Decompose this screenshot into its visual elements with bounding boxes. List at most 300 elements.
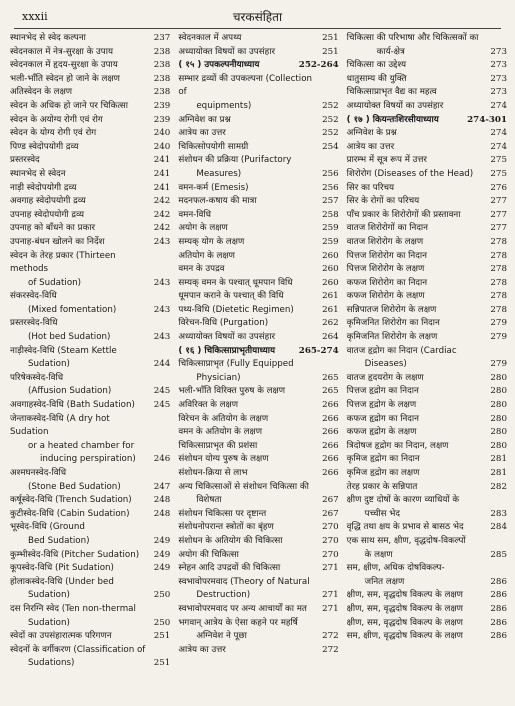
toc-entry-title: चिकित्साप्राभृत (Fully Equipped [178,359,294,370]
toc-entry [176,317,338,331]
toc-entry [176,127,338,141]
toc-entry [176,331,338,345]
toc-entry [345,73,507,87]
toc-entry-page: 267 [322,495,339,506]
toc-entry-page: 265 [322,386,339,397]
toc-entry [8,182,170,196]
toc-entry-page: 256 [322,168,339,179]
toc-entry-title: कुटीस्वेद-विधि (Cabin Sudation) [10,508,130,519]
toc-entry-page: 245 [153,386,171,397]
toc-entry-title: नाड़ी स्वेदोपयोगी द्रव्य [10,182,77,193]
toc-entry-title: आत्रेय का उत्तर [178,128,226,139]
toc-entry-title: कफज हृद्रोग का निदान [346,413,419,424]
toc-entry-title: पित्तज हृद्रोग के लक्षण [346,400,417,411]
toc-entry-title: क्षीण, सम, वृद्धदोष विकल्प के लक्षण [346,617,463,628]
toc-entry-title: Sudation) [28,359,70,370]
toc-entry-page: 251 [322,33,339,43]
toc-entry-title: अध्यायोक्त विषयों का उपसंहार [178,332,275,343]
toc-entry-page: 243 [153,277,171,288]
toc-entry-page: 277 [490,223,507,234]
toc-entry-title: कृमिज हृद्रोग का निदान [346,454,420,465]
toc-entry-title: कफज शिरोरोग का निदान [346,277,428,288]
toc-entry-title: स्वेदन के योग्य रोगी एवं रोग [10,128,97,139]
toc-entry-title: भली-भाँति स्वेदन हो जाने के लक्षण [10,73,120,84]
toc-entry-page: 262 [322,318,339,329]
toc-entry-title: वातज शिरोरोगों का निदान [346,223,429,234]
toc-entry [176,263,338,277]
toc-entry-title: सम्भार द्रव्यों की उपकल्पना (Collection of [178,73,313,98]
toc-entry-title: अतियोग के लक्षण [178,250,235,261]
toc-entry [8,195,170,209]
toc-entry [345,508,507,522]
toc-entry [345,426,507,440]
toc-entry [345,617,507,631]
toc-entry [176,413,338,427]
toc-entry-page: 280 [490,386,507,397]
toc-entry-page: 278 [490,236,507,247]
toc-entry [176,222,338,236]
toc-entry [345,100,507,114]
toc-entry [8,358,170,372]
toc-entry-page: 286 [490,590,507,601]
toc-entry-title: कफज शिरोरोग के लक्षण [346,291,425,302]
toc-entry [176,250,338,264]
toc-entry-title: (Stone Bed Sudation) [28,481,121,492]
toc-entry-title: स्थानभेद से स्वेदन [10,168,66,179]
toc-entry [345,236,507,250]
toc-entry-title: संशोधन की प्रक्रिया (Purifactory [178,155,292,166]
toc-entry-title: विरेचन के अतियोग के लक्षण [178,413,269,424]
toc-entry-title: स्नेहन आदि उपद्रवों की चिकित्सा [178,563,281,574]
toc-entry [8,154,170,168]
toc-entry-page: 249 [153,563,171,574]
toc-entry-page: 249 [153,535,171,546]
toc-entry [345,182,507,196]
running-title: चरकसंहिता [232,10,283,24]
toc-entry-title: कुम्भीस्वेद-विधि (Pitcher Sudation) [10,549,140,560]
toc-entry [176,73,338,100]
toc-entry [176,603,338,617]
toc-entry-title: दस निरग्नि स्वेद (Ten non-thermal [10,603,136,614]
toc-entry-title: inducing perspiration) [40,454,136,465]
toc-entry [345,59,507,73]
toc-entry-page: 285 [490,549,507,560]
toc-entry-page: 239 [153,114,171,125]
toc-entry-page: 266 [322,427,339,438]
toc-entry-page: 250 [153,617,171,628]
toc-entry-title: Sudation) [28,590,70,601]
toc-entry [345,521,507,535]
toc-entry [8,617,170,631]
toc-entry [345,209,507,223]
toc-entry [8,345,170,359]
toc-entry-title: कूपस्वेद-विधि (Pit Sudation) [10,563,114,574]
toc-entry-title: स्वेदन के अयोग्य रोगी एवं रोग [10,114,103,125]
toc-entry-page: 282 [490,481,507,492]
toc-entry-page: 261 [322,291,339,302]
toc-entry-title: (Mixed fomentation) [28,304,117,315]
toc-entry-page: 271 [322,590,339,601]
toc-entry [176,182,338,196]
toc-entry-title: संशोधन के अतियोग की चिकित्सा [178,535,283,546]
toc-entry-page: 243 [153,332,171,343]
toc-entry [345,562,507,576]
toc-entry-title: स्वेदन के अधिक हो जाने पर चिकित्सा [10,100,128,111]
toc-entry [345,345,507,359]
toc-entry-title: स्वेदन के तेरह प्रकार (Thirteen methods [10,250,116,275]
toc-entry-title: क्षीण दुष्ट दोषों के कारण व्याधियों के [346,495,460,506]
toc-entry-title: सिर का परिचय [346,182,395,193]
toc-entry-title: वमन-विधि [178,209,211,220]
toc-entry [8,290,170,304]
toc-entry [8,644,170,658]
toc-entry [176,141,338,155]
toc-entry [8,250,170,277]
toc-entry-page: 280 [490,413,507,424]
toc-entry-title: के लक्षण [364,549,393,560]
toc-entry-page: 242 [153,223,171,234]
toc-entry-title: वमन-कर्म (Emesis) [178,182,249,193]
toc-entry [176,46,338,60]
toc-entry [176,535,338,549]
toc-entry [8,222,170,236]
toc-entry-title: चिकित्साप्राभृत वैद्य का महत्व [346,87,437,98]
toc-entry-title: अग्निवेश के प्रश्न [346,128,397,139]
toc-entry-title: भगवान् आत्रेय के ऐसा कहने पर महर्षि [178,617,298,628]
toc-entry-title: संशोधन चिकित्सा पर दृष्टान्त [178,508,267,519]
toc-entry-title: विरेचन-विधि (Purgation) [178,318,269,329]
toc-entry-page: 241 [153,155,171,166]
toc-entry-page: 250 [153,590,171,601]
toc-entry-page: 274-301 [467,114,507,125]
toc-entry-title: परिषेकस्वेद-विधि [10,372,64,383]
toc-entry-page: 272 [322,631,339,642]
toc-entry [345,86,507,100]
toc-entry-page: 278 [490,291,507,302]
page-number: xxxii [22,10,48,23]
toc-entry-page: 237 [153,33,171,43]
toc-entry [345,549,507,563]
toc-entry-title: धातुसाम्य की युक्ति [346,73,407,84]
toc-entry-title: प्रारम्भ में सूत्र रूप में उत्तर [346,155,427,166]
toc-entry-title: धूमपान कराने के पश्चात् की विधि [178,291,284,302]
toc-entry [8,494,170,508]
toc-entry-page: 259 [322,223,339,234]
toc-entry-title: पित्तज हृद्रोग का निदान [346,386,419,397]
toc-entry [8,168,170,182]
toc-entry-title: अवगाह स्वेदोपयोगी द्रव्य [10,196,86,207]
toc-entry-page: 278 [490,264,507,275]
toc-entry-page: 283 [490,508,507,519]
toc-entry-title: स्वेदों का उपसंहारात्मक परिगणन [10,631,112,642]
toc-entry-page: 275 [490,155,507,166]
toc-entry-page: 277 [490,196,507,207]
toc-entry-title: क्षीण, सम, वृद्धदोष विकल्प के लक्षण [346,590,463,601]
toc-entry-page: 278 [490,304,507,315]
toc-entry-page: 281 [490,468,507,478]
toc-entry [8,304,170,318]
toc-entry [176,114,338,128]
toc-entry-page: 266 [322,413,339,424]
toc-entry-page: 258 [322,209,339,220]
toc-entry-title: वृद्धि तथा क्षय के प्रभाव से बासठ भेद [346,522,464,533]
toc-entry [345,481,507,495]
toc-entry [345,535,507,549]
toc-entry-page: 245 [153,400,171,411]
toc-entry-title: सन्निपातज शिरोरोग के लक्षण [346,304,437,315]
toc-entry [176,168,338,182]
toc-entry [176,399,338,413]
toc-entry [345,263,507,277]
toc-entry [176,630,338,644]
toc-entry-title: भली-भाँति विरिक्त पुरुष के लक्षण [178,386,286,397]
toc-entry-page: 286 [490,631,507,642]
toc-entry [8,521,170,535]
toc-entry-title: अश्मघनस्वेद-विधि [10,468,67,478]
toc-entry-title: वमन के अतियोग के लक्षण [178,427,262,438]
toc-entry [176,481,338,495]
toc-entry-title: कृमिजनित शिरोरोग का निदान [346,318,440,329]
toc-entry [345,603,507,617]
toc-entry-page: 264 [322,332,339,343]
toc-entry [345,413,507,427]
toc-entry [8,657,170,671]
toc-entry-title: स्वेदनकाल में हृदय-सुरक्षा के उपाय [10,60,118,71]
toc-entry-title: संशोधन योग्य पुरुष के लक्षण [178,454,269,465]
toc-entry [345,127,507,141]
toc-entry-title: संकरस्वेद-विधि [10,291,57,302]
toc-entry-page: 238 [153,87,171,98]
toc-entry-page: 271 [322,563,339,574]
toc-entry-title: संशोधनोपरान्त स्त्रोतों का बृंहण [178,522,274,533]
toc-entry-page: 251 [153,658,171,669]
toc-entry [176,617,338,631]
toc-entry-page: 273 [490,87,507,98]
toc-entry-title: सिर के रोगों का परिचय [346,196,420,207]
toc-entry [345,304,507,318]
toc-entry-title: अन्य चिकित्साओं से संशोधन चिकित्सा की [178,481,309,492]
toc-entry-title: प्रस्तरस्वेद [10,155,40,166]
page-header [8,6,507,28]
toc-entry-page: 273 [490,46,507,57]
toc-entry [176,358,338,372]
toc-entry-page: 278 [490,277,507,288]
toc-entry [8,440,170,454]
toc-entry-title: आत्रेय का उत्तर [346,141,395,152]
toc-entry-page: 248 [153,495,171,506]
toc-entry-title: ( १५ ) उपकल्पनीयाध्याय [178,60,260,71]
toc-entry-page: 254 [322,141,339,152]
toc-entry [345,222,507,236]
toc-entry-page: 276 [490,182,507,193]
toc-entry-title: सम, क्षीण, वृद्धदोष विकल्प के लक्षण [346,631,463,642]
toc-entry [345,290,507,304]
toc-entry-page: 261 [322,304,339,315]
toc-entry-page: 280 [490,400,507,411]
toc-entry [345,331,507,345]
toc-entry [176,290,338,304]
toc-entry-page: 265-274 [298,345,339,356]
toc-entry-page: 251 [322,46,339,57]
toc-entry-page: 270 [322,549,339,560]
toc-entry-title: होलाकस्वेद-विधि (Under bed [10,576,114,587]
toc-entry [8,576,170,590]
toc-entry-title: स्वभावोपरमवाद (Theory of Natural [178,576,310,587]
toc-entry-page: 266 [322,468,339,478]
toc-entry [176,100,338,114]
toc-entry [8,59,170,73]
toc-entry-title: चिकित्साप्राभृत की प्रशंसा [178,440,258,451]
toc-entry [8,317,170,331]
toc-entry-page: 259 [322,236,339,247]
toc-column-3 [345,32,507,702]
toc-entry-title: ( १७ ) कियन्तःशिरसीयाध्याय [346,114,439,125]
toc-entry [176,385,338,399]
toc-entry [345,195,507,209]
toc-entry [8,236,170,250]
toc-entry [8,277,170,291]
toc-entry [345,154,507,168]
toc-entry-page: 286 [490,603,507,614]
toc-entry-page: 246 [153,454,171,465]
toc-entry-title: शिरोरोग (Diseases of the Head) [346,168,474,179]
toc-entry-title: अग्निवेश का प्रश्न [178,114,231,125]
toc-entry-title: अध्यायोक्त विषयों का उपसंहार [178,46,275,57]
toc-entry [8,209,170,223]
toc-entry [8,481,170,495]
toc-entry-title: अध्यायोक्त विषयों का उपसंहार [346,100,444,111]
toc-entry [8,467,170,481]
toc-entry-title: अवगाहस्वेद-विधि (Bath Sudation) [10,400,135,411]
toc-entry [8,399,170,413]
toc-column-2 [176,32,338,702]
toc-entry [8,114,170,128]
toc-entry-title: कफज हृद्रोग के लक्षण [346,427,417,438]
toc-entry [176,549,338,563]
toc-entry [345,399,507,413]
toc-entry-title: स्वेदनकाल में नेत्र-सुरक्षा के उपाय [10,46,114,57]
toc-entry-page: 260 [322,250,339,261]
toc-entry [8,331,170,345]
toc-entry-title: अग्निवेश ने पूछा [196,631,247,642]
toc-entry-title: उपनाह स्वेदोपयोगी द्रव्य [10,209,84,220]
toc-entry [345,494,507,508]
toc-entry-page: 279 [490,318,507,329]
toc-entry-page: 275 [490,168,507,179]
toc-entry-page: 270 [322,535,339,546]
toc-entry [345,440,507,454]
toc-entry-page: 273 [490,60,507,71]
toc-entry-title: तेरह प्रकार के सन्निपात [346,481,418,492]
toc-entry-page: 241 [153,182,171,193]
toc-entry [345,372,507,386]
toc-entry-title: or a heated chamber for [28,440,135,451]
toc-entry [8,413,170,440]
toc-entry-title: उपनाह-बंधन खोलने का निर्देश [10,236,105,247]
toc-entry-title: पिण्ड स्वेदोपयोगी द्रव्य [10,141,79,152]
toc-entry [176,467,338,481]
toc-entry-title: Bed Sudation) [28,535,90,546]
toc-entry [8,372,170,386]
toc-entry-page: 238 [153,73,171,84]
toc-entry-page: 278 [490,250,507,261]
toc-entry-title: चिकित्सा का उद्देश्य [346,60,407,71]
toc-entry-title: पित्तज शिरोरोग के लक्षण [346,264,425,275]
toc-entry-title: कृमिजनित शिरोरोग के लक्षण [346,332,438,343]
toc-entry [345,141,507,155]
toc-entry-page: 266 [322,400,339,411]
toc-entry [345,358,507,372]
toc-entry-title: एक साथ सम, क्षीण, वृद्धदोष-विकल्पों [346,535,466,546]
toc-entry-title: अयोग के लक्षण [178,223,228,234]
toc-entry-title: कर्षूस्वेद-विधि (Trench Sudation) [10,495,132,506]
toc-entry [176,59,338,73]
toc-entry [176,440,338,454]
toc-entry-title: चिकित्सा की परिभाषा और चिकित्सकों का [346,33,479,43]
toc-entry-page: 241 [153,168,171,179]
toc-entry [8,100,170,114]
toc-entry-title: Diseases) [364,359,407,370]
toc-entry-page: 243 [153,304,171,315]
toc-entry-page: 265 [322,372,339,383]
toc-entry [176,562,338,576]
toc-entry [345,576,507,590]
toc-entry [176,589,338,603]
toc-entry-title: equipments) [196,100,252,111]
toc-entry-title: of Sudation) [28,277,82,288]
toc-entry-page: 280 [490,372,507,383]
toc-entry-title: जनित लक्षण [364,576,405,587]
toc-entry-page: 267 [322,508,339,519]
toc-entry [176,494,338,508]
table-of-contents [8,32,507,702]
toc-entry [345,114,507,128]
toc-column-1 [8,32,170,702]
toc-entry [8,73,170,87]
toc-entry [176,277,338,291]
toc-entry-page: 252 [322,100,339,111]
toc-entry-title: स्वभावोपरमवाद पर अन्य आचार्यों का मत [178,603,307,614]
toc-entry-title: सम, क्षीण, अधिक दोषविकल्प- [346,563,445,574]
toc-entry [8,562,170,576]
toc-entry-page: 284 [490,522,507,533]
toc-entry-page: 252 [322,128,339,139]
toc-entry-page: 279 [490,332,507,343]
toc-entry [8,549,170,563]
toc-entry-title: स्वेदनकाल में अपथ्य [178,33,242,43]
toc-entry-page: 240 [153,128,171,139]
toc-entry [8,127,170,141]
toc-entry-title: जेन्ताकस्वेद-विधि (A dry hot Sudation [10,413,110,438]
toc-entry-title: क्षीण, सम, वृद्धदोष विकल्प के लक्षण [346,603,463,614]
toc-entry-page: 244 [153,359,171,370]
toc-entry-title: विशेषता [196,495,222,506]
toc-entry-title: पित्तज शिरोरोग का निदान [346,250,427,261]
toc-entry [8,141,170,155]
toc-entry [8,32,170,46]
toc-entry [176,209,338,223]
toc-entry-page: 256 [322,182,339,193]
toc-entry-title: चिकित्सोपयोगी सामग्री [178,141,249,152]
toc-entry-page: 238 [153,46,171,57]
toc-entry [176,304,338,318]
toc-entry-page: 243 [153,236,171,247]
toc-entry-title: वातज हृदयरोग के लक्षण [346,372,424,383]
toc-entry-page: 286 [490,576,507,587]
toc-entry [176,345,338,359]
toc-entry-title: सम्यक् वमन के पश्चात् धूमपान विधि [178,277,293,288]
toc-entry-title: अयोग की चिकित्सा [178,549,239,560]
